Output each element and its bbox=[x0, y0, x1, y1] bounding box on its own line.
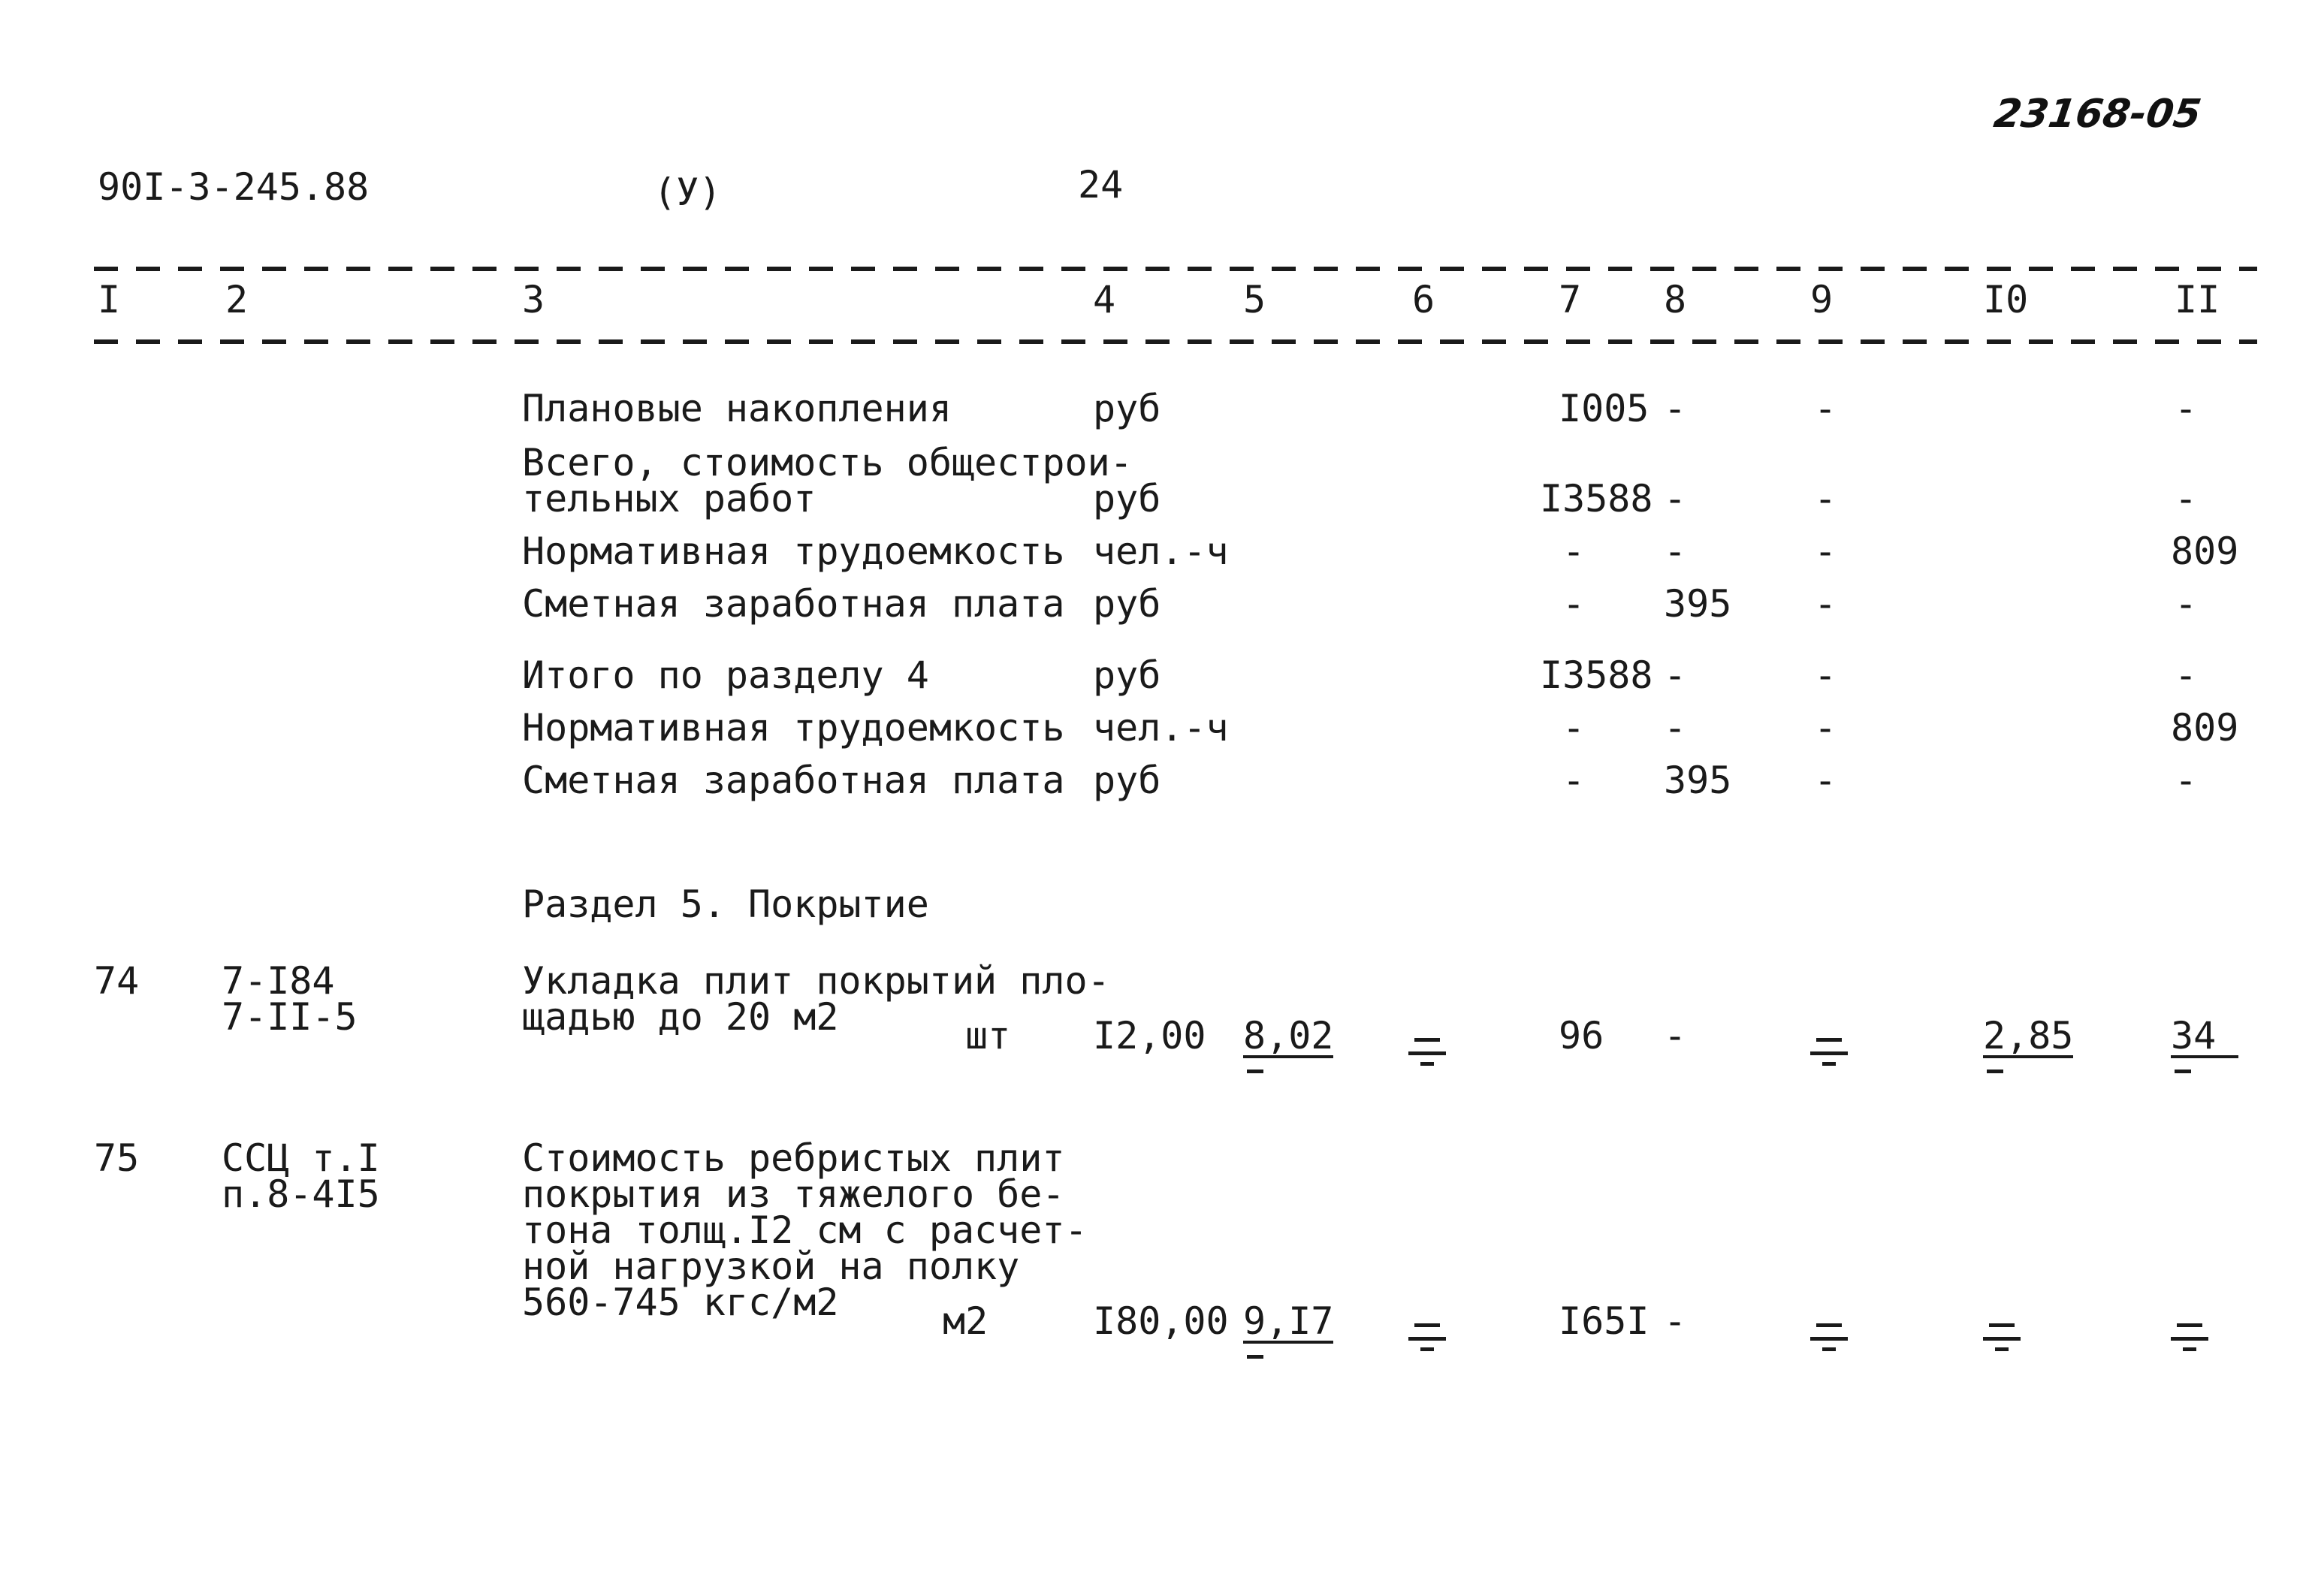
row-col11: - bbox=[2175, 653, 2198, 697]
col-header-5: 5 bbox=[1243, 278, 1266, 321]
row-unit: руб bbox=[1093, 759, 1161, 802]
item-number: 74 bbox=[94, 959, 140, 1003]
col11-sub-dash bbox=[2175, 1070, 2191, 1073]
row-col7: I3588 bbox=[1540, 477, 1653, 520]
row-col7: - bbox=[1562, 759, 1586, 802]
row-unit: чел.-ч bbox=[1093, 529, 1229, 573]
row-unit: руб bbox=[1093, 477, 1161, 520]
row-col7: - bbox=[1562, 529, 1586, 573]
header-top-rule bbox=[94, 267, 2257, 271]
col9-blank-mark bbox=[1810, 1035, 1848, 1063]
item-desc-line5: 560-745 кгс/м2 bbox=[522, 1281, 839, 1324]
item-code-line2: 7-II-5 bbox=[222, 995, 358, 1039]
price-sub-dash bbox=[1247, 1355, 1263, 1359]
item-desc-line3: тона толщ.I2 см с расчет- bbox=[522, 1208, 1088, 1252]
row-name: Сметная заработная плата bbox=[522, 582, 1065, 626]
item-unit: шт bbox=[965, 1014, 1011, 1057]
row-col7: I3588 bbox=[1540, 653, 1653, 697]
section-title: Раздел 5. Покрытие bbox=[522, 882, 929, 926]
row-unit: руб bbox=[1093, 653, 1161, 697]
row-unit: руб bbox=[1093, 582, 1161, 626]
document-mark: (У) bbox=[653, 170, 722, 214]
item-code-line2: п.8-4I5 bbox=[222, 1172, 380, 1216]
col-header-2: 2 bbox=[225, 278, 249, 321]
item-unit-price: 8,02 bbox=[1243, 1014, 1334, 1057]
col9-blank-mark bbox=[1810, 1320, 1848, 1349]
header-bottom-rule bbox=[94, 339, 2257, 344]
row-col8: 395 bbox=[1664, 582, 1732, 626]
item-desc-line1: Стоимость ребристых плит bbox=[522, 1136, 1065, 1180]
row-col7: - bbox=[1562, 582, 1586, 626]
item-code-line1: 7-I84 bbox=[222, 959, 335, 1003]
row-col11: - bbox=[2175, 477, 2198, 520]
col10-blank-mark bbox=[1983, 1320, 2021, 1349]
row-col9: - bbox=[1814, 387, 1837, 430]
row-name: Плановые накопления bbox=[522, 387, 952, 430]
item-desc-line1: Укладка плит покрытий пло- bbox=[522, 959, 1110, 1003]
item-total: 96 bbox=[1559, 1014, 1604, 1057]
row-col8: 395 bbox=[1664, 759, 1732, 802]
item-col8: - bbox=[1664, 1014, 1687, 1057]
row-col8: - bbox=[1664, 387, 1687, 430]
col6-blank-mark bbox=[1408, 1035, 1446, 1063]
item-unit: м2 bbox=[943, 1299, 989, 1343]
row-col7: I005 bbox=[1559, 387, 1650, 430]
row-col11: 809 bbox=[2171, 529, 2239, 573]
row-col7: - bbox=[1562, 706, 1586, 750]
row-col8: - bbox=[1664, 529, 1687, 573]
row-col9: - bbox=[1814, 529, 1837, 573]
col10-sub-dash bbox=[1987, 1070, 2003, 1073]
col-header-9: 9 bbox=[1810, 278, 1834, 321]
row-col11: - bbox=[2175, 582, 2198, 626]
item-desc-line2: покрытия из тяжелого бе- bbox=[522, 1172, 1065, 1216]
row-name: Итого по разделу 4 bbox=[522, 653, 929, 697]
item-desc-line4: ной нагрузкой на полку bbox=[522, 1245, 1020, 1288]
col-header-1: I bbox=[98, 278, 121, 321]
row-col9: - bbox=[1814, 477, 1837, 520]
item-quantity: I2,00 bbox=[1093, 1014, 1206, 1057]
document-code: 90I-3-245.88 bbox=[98, 165, 370, 209]
row-name-line2: тельных работ bbox=[522, 477, 816, 520]
item-quantity: I80,00 bbox=[1093, 1299, 1229, 1343]
row-col8: - bbox=[1664, 706, 1687, 750]
col-header-8: 8 bbox=[1664, 278, 1687, 321]
row-name-line1: Всего, стоимость общестрои- bbox=[522, 441, 1133, 484]
item-col11: 34 bbox=[2171, 1018, 2238, 1058]
col-header-11: II bbox=[2175, 278, 2220, 321]
row-col11: - bbox=[2175, 387, 2198, 430]
row-col11: - bbox=[2175, 759, 2198, 802]
col-header-3: 3 bbox=[522, 278, 545, 321]
page-number: 24 bbox=[1078, 163, 1124, 207]
row-col8: - bbox=[1664, 477, 1687, 520]
row-col9: - bbox=[1814, 582, 1837, 626]
item-code-line1: ССЦ т.I bbox=[222, 1136, 380, 1180]
row-col9: - bbox=[1814, 706, 1837, 750]
item-col8: - bbox=[1664, 1299, 1687, 1343]
row-name: Нормативная трудоемкость bbox=[522, 706, 1065, 750]
item-total: I65I bbox=[1559, 1299, 1650, 1343]
col11-blank-mark bbox=[2171, 1320, 2208, 1349]
col6-blank-mark bbox=[1408, 1320, 1446, 1349]
item-col10: 2,85 bbox=[1983, 1014, 2074, 1057]
col-header-6: 6 bbox=[1412, 278, 1435, 321]
item-desc-line2: щадью до 20 м2 bbox=[522, 995, 839, 1039]
archive-stamp: 23168-05 bbox=[1991, 92, 2205, 137]
price-sub-dash bbox=[1247, 1070, 1263, 1073]
row-unit: руб bbox=[1093, 387, 1161, 430]
row-col9: - bbox=[1814, 759, 1837, 802]
row-name: Нормативная трудоемкость bbox=[522, 529, 1065, 573]
col-header-10: I0 bbox=[1983, 278, 2029, 321]
col-header-7: 7 bbox=[1559, 278, 1582, 321]
item-unit-price: 9,I7 bbox=[1243, 1299, 1334, 1343]
item-number: 75 bbox=[94, 1136, 140, 1180]
row-col11: 809 bbox=[2171, 706, 2239, 750]
col-header-4: 4 bbox=[1093, 278, 1116, 321]
row-col9: - bbox=[1814, 653, 1837, 697]
row-col8: - bbox=[1664, 653, 1687, 697]
row-unit: чел.-ч bbox=[1093, 706, 1229, 750]
row-name: Сметная заработная плата bbox=[522, 759, 1065, 802]
